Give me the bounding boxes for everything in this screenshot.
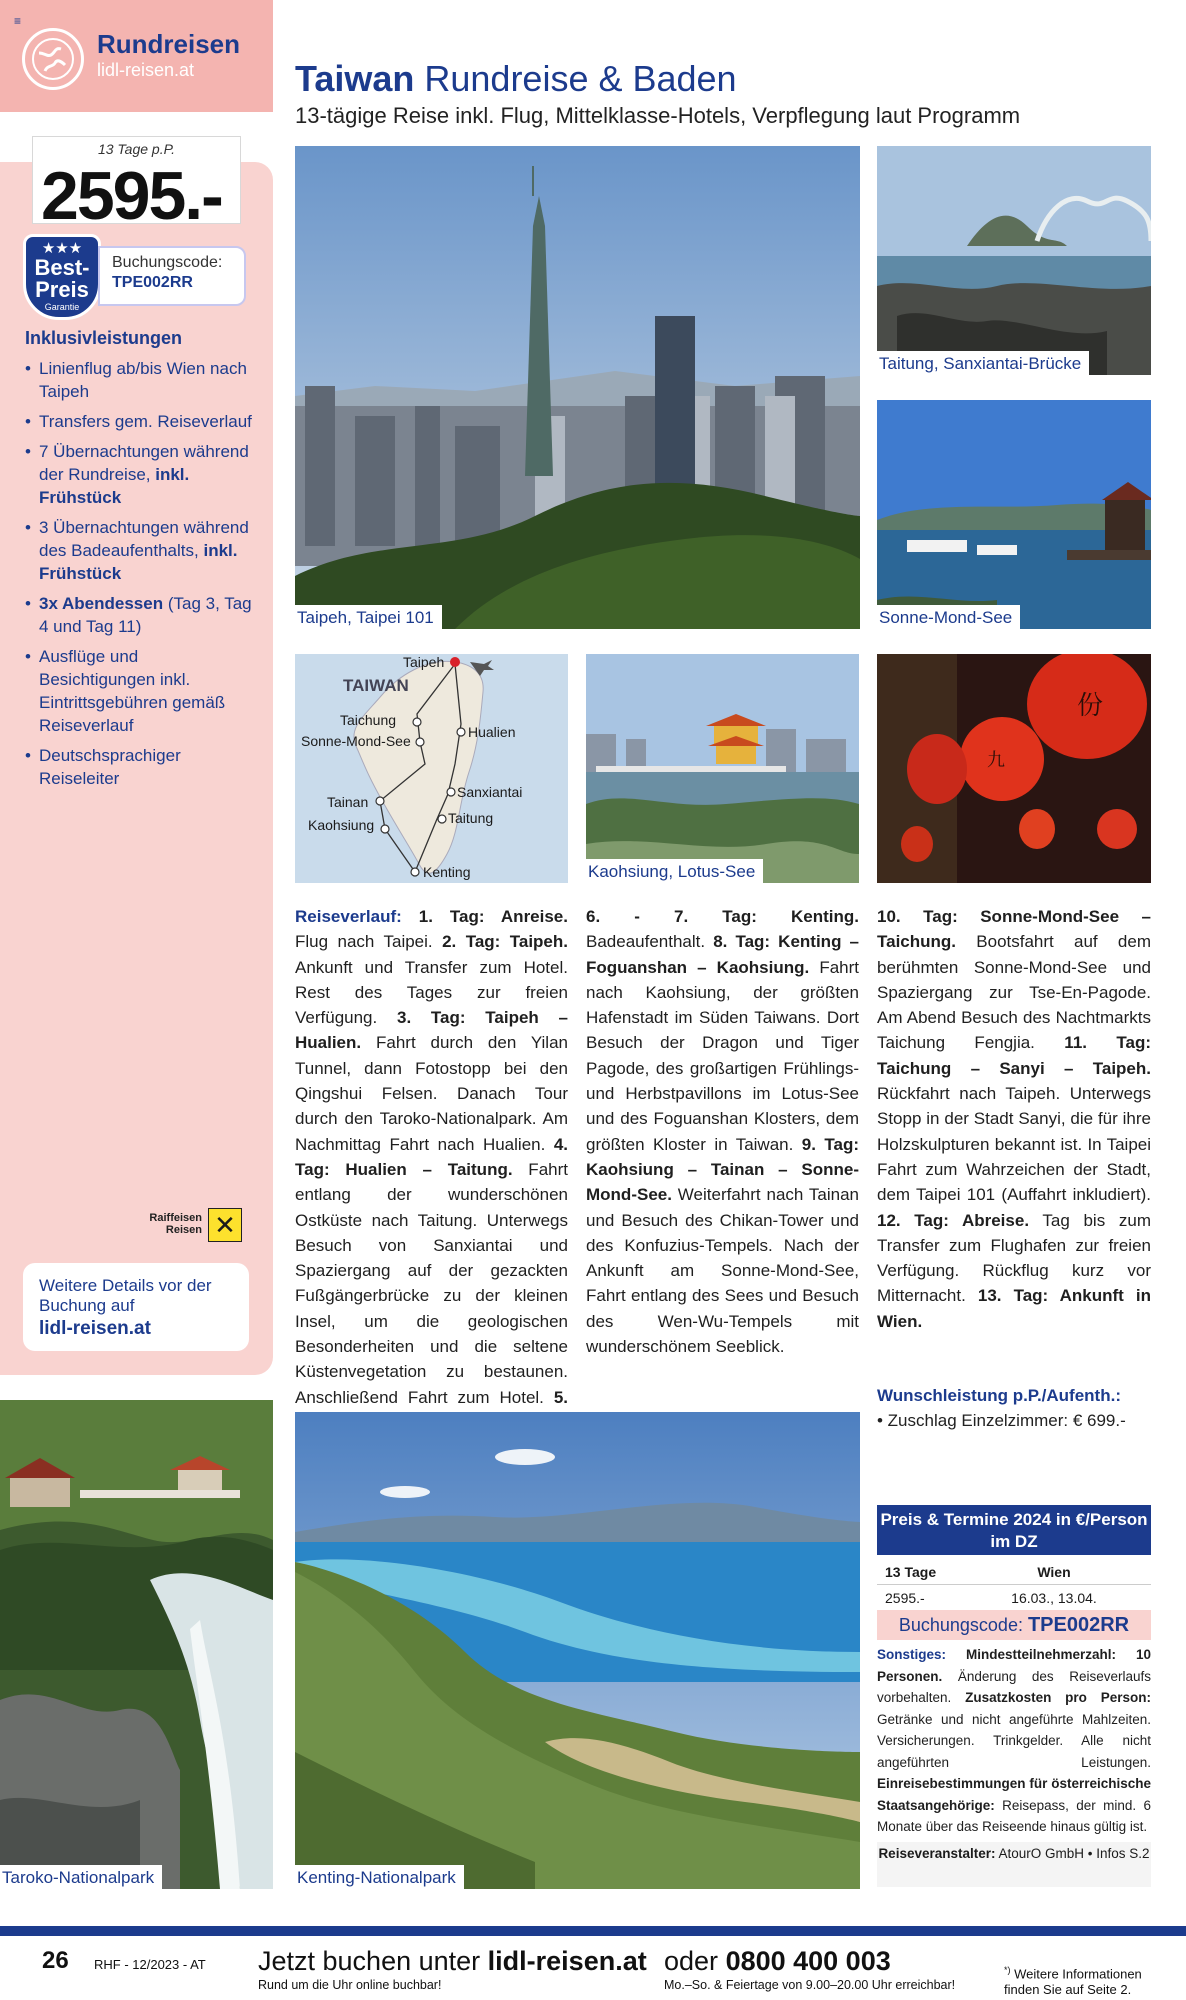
map-label-sonne-mond-see: Sonne-Mond-See: [301, 733, 411, 749]
photo-kenting: [295, 1412, 860, 1889]
photo-kaohsiung: [586, 654, 859, 883]
photo-caption: Sonne-Mond-See: [877, 605, 1020, 629]
phone-number[interactable]: 0800 400 003: [725, 1946, 891, 1976]
footer-url[interactable]: lidl-reisen.at: [487, 1946, 647, 1976]
page-title: Taiwan Rundreise & Baden: [295, 58, 737, 99]
table-row: [877, 1586, 1151, 1611]
list-item: • Transfers gem. Reiseverlauf: [25, 410, 255, 433]
map-country: TAIWAN: [343, 676, 409, 695]
price-box: [32, 136, 241, 234]
footer-bar: [0, 1926, 1186, 1936]
list-item: • 7 Übernachtungen während der Rundreise, inkl. Frühstück: [25, 440, 255, 509]
photo-sunmoon: [877, 400, 1151, 629]
brand-url[interactable]: lidl-reisen.at: [97, 60, 195, 80]
map-label-taitung: Taitung: [448, 810, 494, 826]
itinerary-label: Reiseverlauf:: [295, 907, 402, 926]
page-number: 26: [42, 1947, 69, 1974]
map-label-taichung: Taichung: [340, 712, 397, 728]
photo-caption: Kaohsiung, Lotus-See: [586, 859, 763, 883]
footer-booking-sub: Rund um die Uhr online buchbar!: [258, 1978, 442, 1992]
list-item: • Linienflug ab/bis Wien nach Taipeh: [25, 357, 255, 403]
map-label-kaohsiung: Kaohsiung: [308, 817, 375, 833]
photo-caption: Taipeh, Taipei 101: [295, 605, 442, 629]
best-price-badge: [23, 234, 101, 320]
globe-icon: [22, 28, 84, 90]
photo-caption: Taroko-Nationalpark: [0, 1865, 162, 1889]
inclusive-title: Inklusivleistungen: [25, 328, 183, 348]
raiffeisen-label: Raiffeisen Reisen: [149, 1212, 202, 1236]
page-subtitle: 13-tägige Reise inkl. Flug, Mittelklasse-Hotels, Verpflegung laut Programm: [295, 103, 1021, 128]
svg-text:九: 九: [987, 750, 1005, 771]
photo-caption: Kenting-Nationalpark: [295, 1865, 464, 1889]
price-days: 13 Tage p.P.: [97, 141, 176, 157]
footer-phone-sub: Mo.–So. & Feiertage von 9.00–20.00 Uhr erreichbar!: [664, 1978, 956, 1992]
photo-taitung: [877, 146, 1151, 375]
price-table-booking-code: Buchungscode: TPE002RR: [877, 1610, 1151, 1640]
price-value: 2595.-: [41, 158, 222, 234]
footer-note: *) Weitere Informationen finden Sie auf Seite 2.: [1004, 1965, 1142, 1998]
photo-taipei: [295, 146, 860, 629]
booking-code-box: [98, 246, 246, 306]
stars-icon: ★★★: [41, 240, 83, 257]
other-info: Sonstiges: Mindestteilnehmerzahl: 10 Personen. Änderung des Reiseverlaufs vorbehalten. Zusatzkosten pro Person: Getränke und nicht angeführte Mahlzeiten. Versicherungen. Trinkgelder. Alle nicht angeführten Leistungen. Einreisebestimmungen für österreichische Staatsangehörige: Reisepass, der mind. 6 Monate über das Reiseende hinaus gültig ist.: [877, 1647, 1151, 1834]
tour-operator: Reiseveranstalter: AtourO GmbH • Infos S.2: [877, 1842, 1151, 1887]
details-text: Weitere Details vor der Buchung auf: [39, 1276, 212, 1315]
map-label-taipeh: Taipeh: [403, 654, 445, 670]
brand-title: Rundreisen: [97, 29, 241, 59]
itinerary-col-3: 10. Tag: Sonne-Mond-See – Taichung. Bootsfahrt auf dem berühmten Sonne-Mond-See und Spaziergang zur Tse-En-Pagode. Am Abend Besuch des Nachtmarkts Taichung Fengjia. 11. Tag: Taichung – Sanyi – Taipeh. Rückfahrt nach Taipeh. Unterwegs Stopp in der Stadt Sanyi, die für ihre Holzskulpturen bekannt ist. In Taipei Fahrt zum Wahrzeichen der Stadt, dem Taipei 101 (Auffahrt inkludiert). 12. Tag: Abreise. Tag bis zum Transfer zum Flughafen zur freien Verfügung. Rückflug kurz vor Mitternacht. 13. Tag: Ankunft in Wien.: [877, 907, 1151, 1331]
footer-booking: Jetzt buchen unter lidl-reisen.at: [258, 1946, 647, 1976]
table-cell-dates: 16.03., 13.04.: [1011, 1590, 1097, 1606]
photo-caption: Taitung, Sanxiantai-Brücke: [877, 351, 1089, 375]
inclusive-list: [25, 357, 255, 797]
wunsch-title: Wunschleistung p.P./Aufenth.:: [877, 1386, 1121, 1405]
map-label-hualien: Hualien: [468, 724, 516, 740]
map-marker: [450, 657, 460, 667]
map-label-kenting: Kenting: [423, 864, 471, 880]
itinerary-col-1: Reiseverlauf: 1. Tag: Anreise. Flug nach Taipei. 2. Tag: Taipeh. Ankunft und Transfer zum Hotel. Rest des Tages zur freien Verfügung. 3. Tag: Taipeh – Hualien. Fahrt durch den Yilan Tunnel, dann Fotostopp bei den Qingshui Felsen. Danach Tour durch den Taroko-Nationalpark. Am Nachmittag Fahrt nach Hualien. 4. Tag: Hualien – Taitung. Fahrt entlang der wunderschönen Ostküste nach Taitung. Unterwegs Besuch von Sanxiantai und Spaziergang auf der gezackten Fußgängerbrücke zu der kleinen Insel, um die geologischen Besonderheiten und die seltene Küstenvegetation zu bestaunen. Anschließend Fahrt zum Hotel. 5.: [295, 907, 568, 1407]
menu-icon: ≡: [14, 14, 22, 28]
list-item: • 3 Übernachtungen während des Badeaufenthalts, inkl. Frühstück: [25, 516, 255, 585]
photo-lanterns: [877, 654, 1151, 883]
price-table-header-row: [877, 1560, 1151, 1585]
footer-phone: oder 0800 400 003: [664, 1946, 891, 1976]
badge-line-2: Preis: [35, 277, 89, 302]
list-item: • 3x Abendessen (Tag 3, Tag 4 und Tag 11): [25, 592, 255, 638]
map-label-tainan: Tainan: [327, 794, 369, 810]
issue-code: RHF - 12/2023 - AT: [94, 1957, 206, 1972]
photo-taroko: [0, 1400, 273, 1889]
badge-line-1: Best-: [34, 255, 90, 280]
table-cell-price: 2595.-: [885, 1590, 925, 1606]
raiffeisen-logo: [140, 1208, 245, 1244]
list-item: • Deutschsprachiger Reiseleiter: [25, 744, 255, 790]
table-header-days: 13 Tage: [885, 1564, 937, 1580]
table-header-departure: Wien: [1037, 1564, 1071, 1580]
wunsch-item: • Zuschlag Einzelzimmer: € 699.-: [877, 1411, 1126, 1430]
raiffeisen-icon: ✕: [208, 1208, 242, 1242]
booking-code-label: Buchungscode:: [112, 254, 223, 271]
route-map: [295, 654, 568, 883]
itinerary-col-2: 6. - 7. Tag: Kenting. Badeaufenthalt. 8. Tag: Kenting – Foguanshan – Kaohsiung. Fahrt nach Kaohsiung, der größten Hafenstadt im Süden Taiwans. Dort Besuch der Dragon und Tiger Pagode, des großartigen Frühlings- und Herbstpavillons im Lotus-See und des Foguanshan Klosters, dem größten Kloster in Taiwan. 9. Tag: Kaohsiung – Tainan – Sonne-Mond-See. Weiterfahrt nach Tainan und Besuch des Chikan-Tower und des Konfuzius-Tempels. Nach der Ankunft am Sonne-Mond-See, Fahrt entlang des Sees und Besuch des Wen-Wu-Tempels mit wunderschönem Seeblick.: [586, 907, 859, 1357]
booking-code: TPE002RR: [112, 274, 193, 291]
badge-line-3: Garantie: [44, 302, 80, 312]
details-link[interactable]: lidl-reisen.at: [39, 1318, 151, 1339]
details-box[interactable]: [23, 1263, 249, 1351]
price-table-title: Preis & Termine 2024 in €/Person im DZ: [877, 1505, 1151, 1555]
svg-text:份: 份: [1077, 691, 1104, 721]
list-item: • Ausflüge und Besichtigungen inkl. Eintrittsgebühren gemäß Reiseverlauf: [25, 645, 255, 737]
map-label-sanxiantai: Sanxiantai: [457, 784, 523, 800]
